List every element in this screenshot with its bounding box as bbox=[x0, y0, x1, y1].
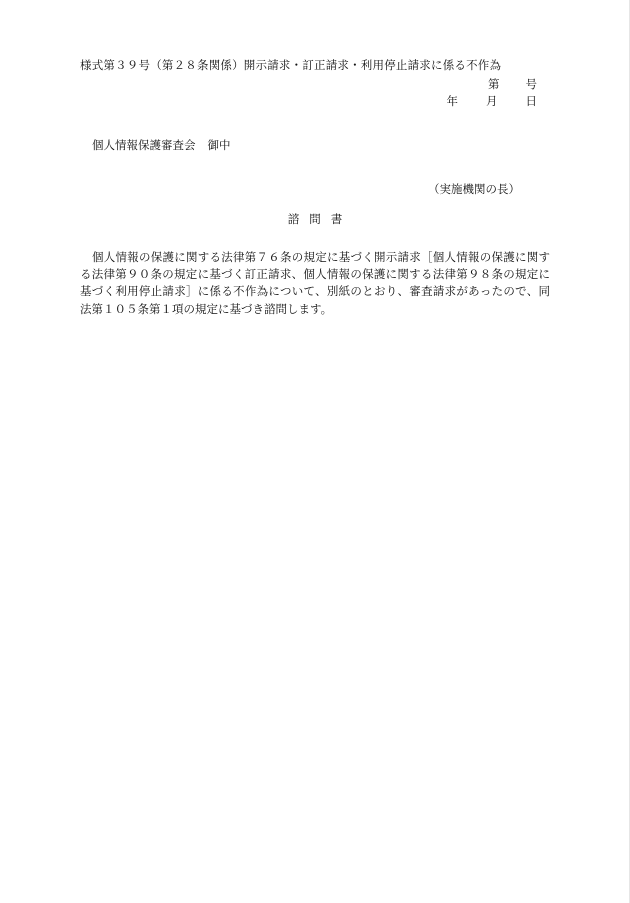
body-paragraph: 個人情報の保護に関する法律第７６条の規定に基づく開示請求［個人情報の保護に関する法律第９０条の規定に基づく訂正請求、個人情報の保護に関する法律第９８条の規定に基づく利用停止請求］に係る不作為について、別紙のとおり、審査請求があったので、同法第１０５条第１項の規定に基づき諮問します。 bbox=[80, 250, 550, 316]
document-number bbox=[488, 76, 537, 92]
sender: （実施機関の長） bbox=[428, 182, 520, 196]
addressee-honorific: 御中 bbox=[207, 138, 231, 152]
document-date bbox=[447, 93, 538, 109]
date-year: 年 bbox=[446, 94, 458, 108]
number-prefix: 第 bbox=[488, 77, 500, 91]
date-month: 月 bbox=[486, 94, 498, 108]
form-title: 様式第３９号（第２８条関係）開示請求・訂正請求・利用停止請求に係る不作為 bbox=[80, 58, 502, 72]
document-heading: 諮問書 bbox=[287, 212, 353, 226]
addressee-name: 個人情報保護審査会 bbox=[92, 138, 196, 152]
number-suffix: 号 bbox=[525, 77, 537, 91]
date-day: 日 bbox=[525, 94, 537, 108]
addressee bbox=[92, 137, 231, 153]
